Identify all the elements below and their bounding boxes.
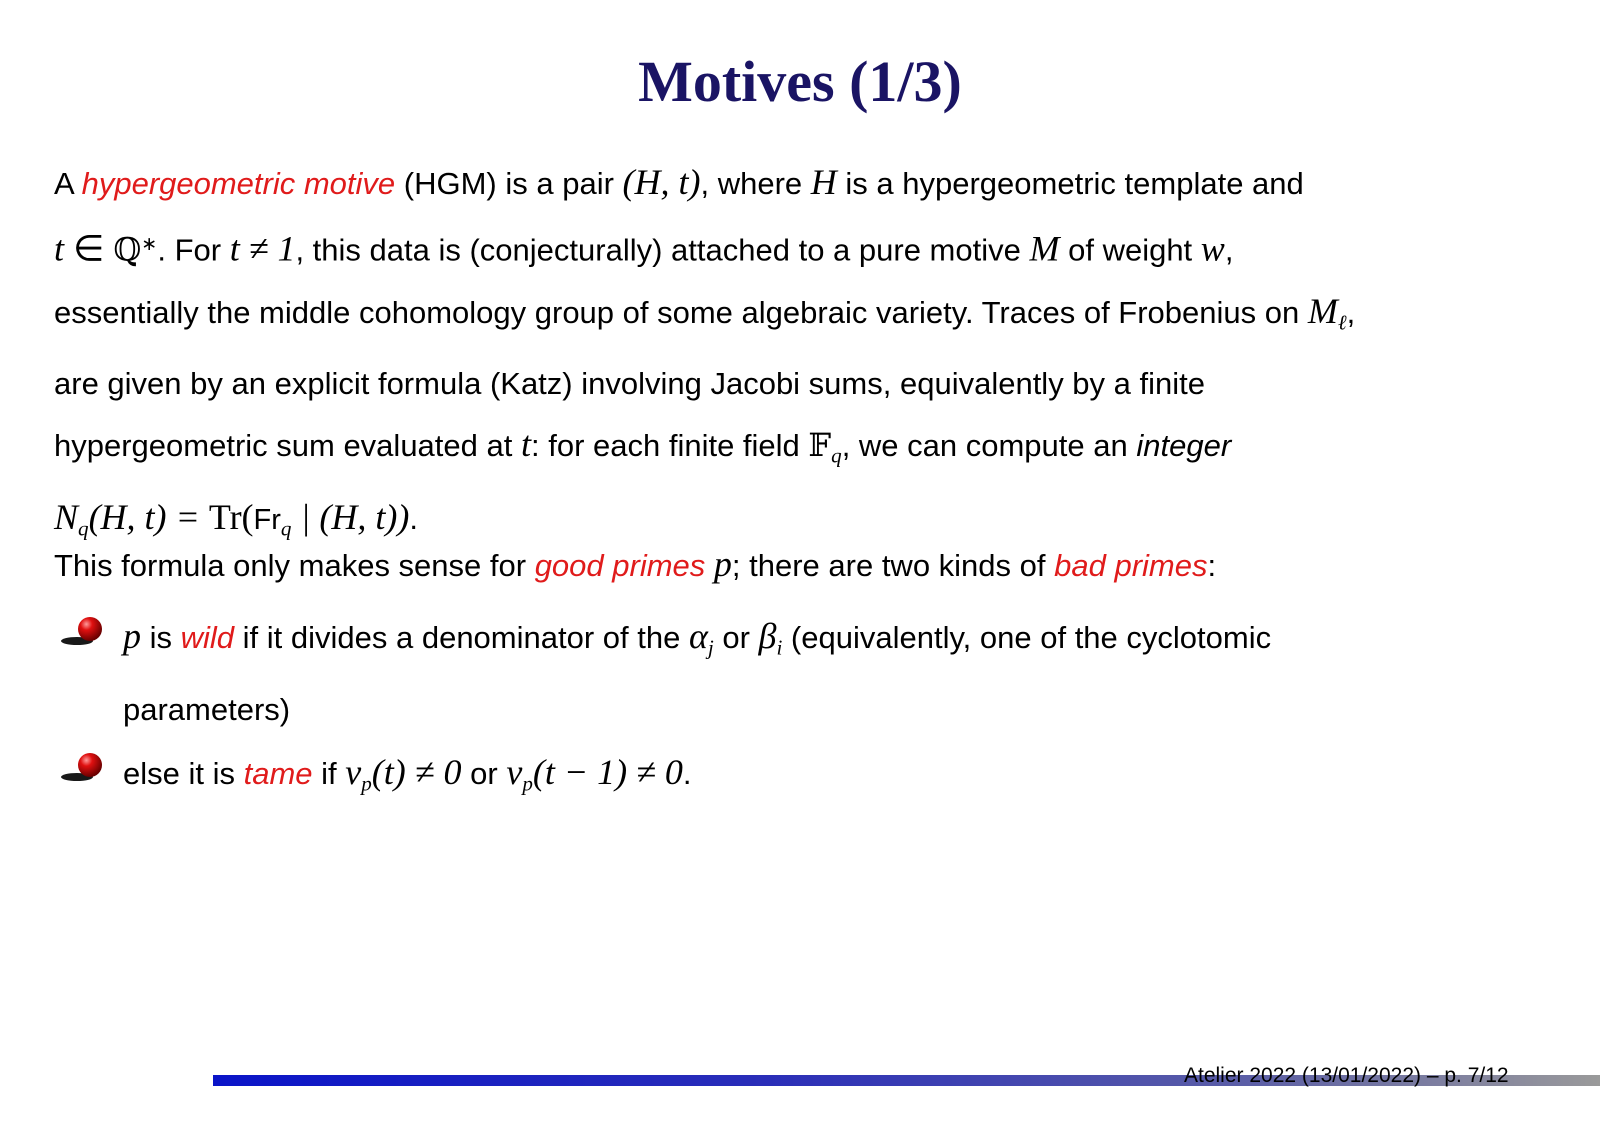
text: else it is [123, 756, 244, 791]
text: : [1207, 548, 1217, 583]
text: if [312, 756, 346, 791]
line-2 [54, 214, 1554, 281]
math-M-ell: M [1307, 290, 1338, 331]
text: , [1224, 232, 1234, 268]
math-alpha: α [688, 616, 708, 656]
math-i: i [776, 635, 783, 660]
text: hypergeometric sum evaluated at [54, 428, 521, 464]
math-t: t [520, 424, 531, 465]
text: , [1346, 294, 1356, 330]
text: This formula only makes sense for [54, 548, 535, 583]
math-H: H [810, 162, 837, 202]
math-j: j [707, 635, 714, 660]
text: essentially the middle cohomology group of some algebraic variety. Traces of Frobenius on [54, 294, 1308, 330]
math-expr-1: (t) ≠ 0 [371, 752, 462, 792]
term-tame: tame [243, 756, 313, 791]
text: , this data is (conjecturally) attached to a pure motive [295, 232, 1030, 268]
bullet-line-1 [123, 606, 1523, 679]
math-t: t [54, 228, 65, 269]
math-ell: ℓ [1337, 310, 1347, 335]
red-ball-icon [60, 752, 106, 782]
math-F: 𝔽 [808, 426, 832, 465]
bullet-line-2: parameters) [123, 691, 291, 727]
math-Tr: Tr( [208, 497, 254, 538]
math-p: p [713, 544, 732, 584]
text: ; there are two kinds of [731, 548, 1055, 583]
term-bad-primes: bad primes [1054, 548, 1208, 583]
text: or [461, 756, 507, 791]
math-eq-a: (H, t) = [88, 497, 209, 538]
term-wild: wild [180, 620, 235, 655]
math-Q: ℚ [113, 230, 142, 269]
math-Fr: Fr [253, 504, 281, 537]
math-beta: β [758, 616, 777, 656]
text: : for each finite field [530, 428, 809, 464]
text: . For [157, 232, 230, 268]
math-v: v [506, 752, 523, 792]
math-eq-b: | (H, t)) [291, 497, 410, 538]
word-integer: integer [1136, 428, 1232, 464]
text: . [409, 501, 418, 537]
text: is a hypergeometric template and [836, 166, 1304, 201]
line-1 [54, 152, 1554, 214]
math-p: p [522, 771, 533, 796]
bad-primes-paragraph [54, 534, 1554, 596]
math-in: ∈ [64, 228, 114, 269]
math-N: N [54, 497, 79, 538]
footer-text: Atelier 2022 (13/01/2022) – p. 7/12 [1184, 1064, 1509, 1087]
math-w: w [1200, 228, 1225, 269]
term-good-primes: good primes [534, 548, 706, 583]
math-q: q [78, 516, 89, 541]
math-M: M [1029, 228, 1060, 269]
text: , where [700, 166, 811, 201]
text: (equivalently, one of the cyclotomic [782, 620, 1272, 655]
math-expr-2: (t − 1) ≠ 0 [532, 752, 683, 792]
text: , we can compute an [841, 428, 1137, 464]
text: A [54, 166, 82, 201]
line-4 [54, 353, 1554, 414]
text [705, 548, 714, 583]
text: if it divides a denominator of the [234, 620, 689, 655]
red-ball-icon [60, 616, 106, 646]
line-5 [54, 414, 1554, 487]
math-pair: (H, t) [622, 162, 701, 202]
text: (HGM) is a pair [395, 166, 623, 201]
math-p: p [361, 771, 372, 796]
bullet-text [123, 742, 1523, 815]
text: is [141, 620, 181, 655]
term-hypergeometric-motive: hypergeometric motive [81, 166, 396, 201]
intro-paragraph [54, 152, 1554, 560]
slide-title: Motives (1/3) [638, 49, 962, 114]
math-t-neq-1: t ≠ 1 [229, 228, 296, 269]
line-3 [54, 281, 1554, 354]
text: of weight [1059, 232, 1201, 268]
math-star: ∗ [141, 234, 158, 255]
math-p: p [123, 616, 141, 656]
bullet-text [123, 606, 1523, 740]
math-q: q [280, 516, 292, 541]
math-v: v [345, 752, 362, 792]
text: are given by an explicit formula (Katz) involving Jacobi sums, equivalently by a finite [54, 366, 1205, 402]
text: or [713, 620, 759, 655]
math-q: q [831, 444, 842, 469]
text: . [682, 756, 692, 791]
